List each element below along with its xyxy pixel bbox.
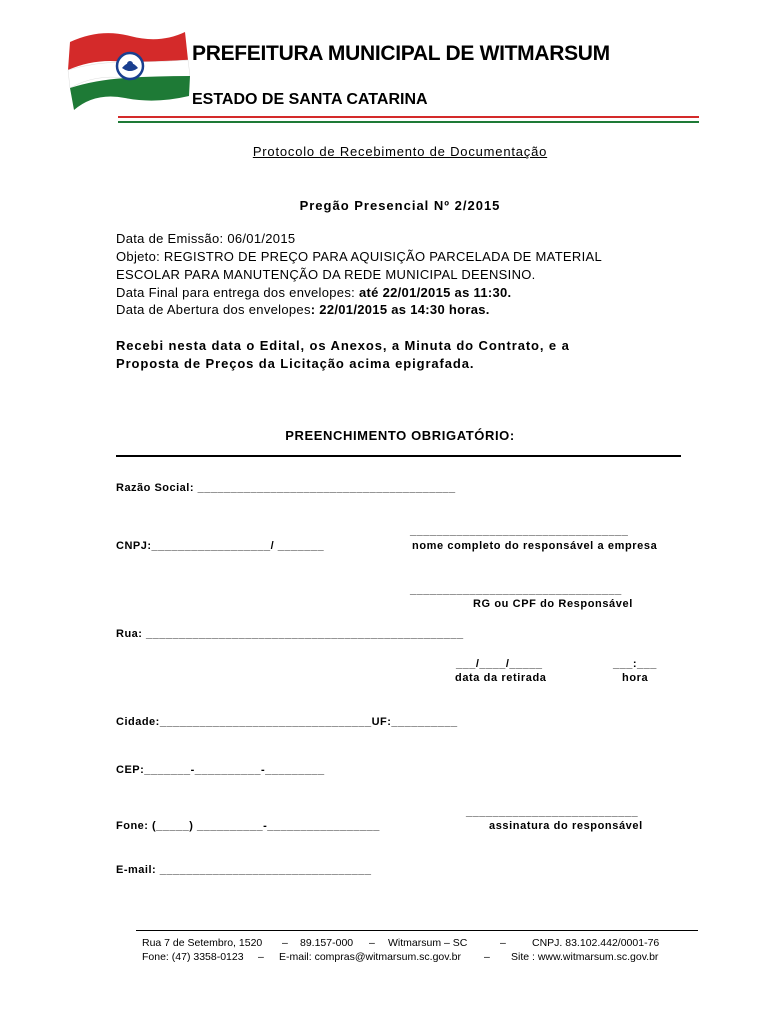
receipt-statement-line-2: Proposta de Preços da Licitação acima epigrafada. xyxy=(116,356,475,371)
withdrawal-time-caption: hora xyxy=(622,672,649,684)
withdrawal-date-line[interactable]: ___/____/_____ xyxy=(456,658,543,670)
opening-date-label: Data de Abertura dos envelopes xyxy=(116,302,311,317)
emission-date: Data de Emissão: 06/01/2015 xyxy=(116,231,296,246)
footer-website[interactable]: Site : www.witmarsum.sc.gov.br xyxy=(511,951,659,963)
receipt-statement-line-1: Recebi nesta data o Edital, os Anexos, a Minuta do Contrato, e a xyxy=(116,338,570,353)
footer-separator: – xyxy=(282,937,288,949)
form-heading: PREENCHIMENTO OBRIGATÓRIO: xyxy=(285,428,515,443)
rg-cpf-line[interactable]: ________________________________ xyxy=(410,584,622,596)
responsible-name-line[interactable]: _________________________________ xyxy=(410,525,629,537)
footer-phone: Fone: (47) 3358-0123 xyxy=(142,951,244,963)
opening-date-value: : 22/01/2015 as 14:30 horas. xyxy=(310,302,490,317)
signature-line[interactable]: __________________________ xyxy=(466,806,639,818)
delivery-deadline-value: até 22/01/2015 as 11:30. xyxy=(358,285,512,300)
footer-separator: – xyxy=(258,951,264,963)
footer-divider xyxy=(136,930,698,931)
protocol-title: Protocolo de Recebimento de Documentação xyxy=(252,144,548,159)
cep-field[interactable]: CEP:_______-__________-_________ xyxy=(116,764,325,776)
object-line-2: ESCOLAR PARA MANUTENÇÃO DA REDE MUNICIPAL DEENSINO. xyxy=(116,267,536,282)
footer-email[interactable]: E-mail: compras@witmarsum.sc.gov.br xyxy=(279,951,461,963)
signature-caption: assinatura do responsável xyxy=(489,820,643,832)
footer-separator: – xyxy=(500,937,506,949)
footer-separator: – xyxy=(369,937,375,949)
footer-separator: – xyxy=(484,951,490,963)
fone-field[interactable]: Fone: (_____) __________-_________________ xyxy=(116,820,380,832)
delivery-deadline-label: Data Final para entrega dos envelopes: xyxy=(116,285,359,300)
footer-city: Witmarsum – SC xyxy=(388,937,468,949)
razao-social-field[interactable]: Razão Social: _______________________________________ xyxy=(116,482,456,494)
header-divider-red xyxy=(118,116,699,118)
footer-cep: 89.157-000 xyxy=(300,937,354,949)
pregao-heading: Pregão Presencial Nº 2/2015 xyxy=(299,198,501,213)
cidade-uf-field[interactable]: Cidade:________________________________UF:__________ xyxy=(116,716,458,728)
cnpj-field[interactable]: CNPJ:__________________/ _______ xyxy=(116,540,325,552)
delivery-deadline xyxy=(116,285,511,300)
header-divider-green xyxy=(118,121,699,123)
opening-date xyxy=(116,302,490,317)
object-line-1: Objeto: REGISTRO DE PREÇO PARA AQUISIÇÃO PARCELADA DE MATERIAL xyxy=(116,249,603,264)
page-title: PREFEITURA MUNICIPAL DE WITMARSUM xyxy=(192,42,610,65)
withdrawal-time-line[interactable]: ___:___ xyxy=(613,658,657,670)
footer-cnpj: CNPJ. 83.102.442/0001-76 xyxy=(532,937,660,949)
email-field[interactable]: E-mail: ________________________________ xyxy=(116,864,372,876)
responsible-name-caption: nome completo do responsável a empresa xyxy=(412,540,658,552)
page-subtitle: ESTADO DE SANTA CATARINA xyxy=(192,91,428,108)
rg-cpf-caption: RG ou CPF do Responsável xyxy=(473,598,633,610)
withdrawal-date-caption: data da retirada xyxy=(455,672,547,684)
footer-address: Rua 7 de Setembro, 1520 xyxy=(142,937,263,949)
form-divider xyxy=(116,455,681,457)
municipal-flag-logo xyxy=(60,24,190,114)
rua-field[interactable]: Rua: ________________________________________________ xyxy=(116,628,464,640)
